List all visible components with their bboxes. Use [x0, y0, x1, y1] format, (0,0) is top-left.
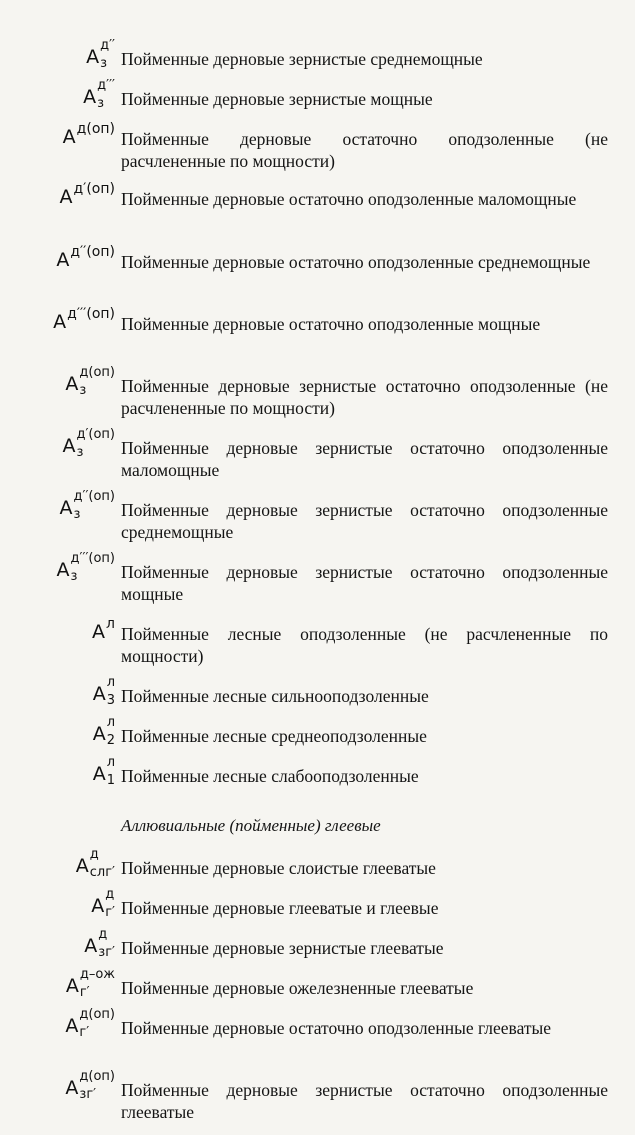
soil-description: Пойменные дерновые зернистые остаточно оподзоленные среднемощные [121, 500, 608, 542]
soil-description: Пойменные дерновые остаточно оподзоленные маломощные [121, 189, 577, 209]
soil-description: Пойменные лесные оподзоленные (не расчлененные по мощности) [121, 624, 608, 666]
soil-description: Пойменные дерновые зернистые среднемощные [121, 49, 483, 69]
soil-symbol: $А^{д''(оп)}$ [56, 244, 115, 271]
soil-symbol: А д′′ з [86, 38, 115, 71]
soil-symbol: $А^{д(оп)}$ [62, 121, 115, 148]
soil-symbol: А д слг′ [75, 847, 115, 880]
soil-description: Пойменные лесные среднеоподзоленные [121, 726, 427, 746]
soil-symbol: А л 1 [92, 755, 115, 788]
soil-description: Пойменные дерновые глееватые и глеевые [121, 898, 439, 918]
soil-description: Пойменные дерновые зернистые остаточно оподзоленные (не расчлененные по мощности) [121, 376, 608, 418]
soil-symbol: А л 2 [92, 715, 115, 748]
soil-description: Пойменные дерновые зернистые остаточно оподзоленные глееватые [121, 1080, 608, 1122]
soil-description: Пойменные дерновые ожелезненные глееватые [121, 978, 474, 998]
soil-symbol: А д г′ [91, 887, 115, 920]
soil-symbol: А д′′′(оп) з [56, 551, 115, 584]
soil-symbol: А д′′(оп) з [59, 489, 115, 522]
soil-symbol: $А^{д'(оп)}$ [59, 181, 115, 208]
soil-description: Пойменные лесные слабооподзоленные [121, 766, 419, 786]
soil-symbol: А л 3 [92, 675, 115, 708]
soil-description: Пойменные лесные сильнооподзоленные [121, 686, 429, 706]
soil-description: Пойменные дерновые зернистые глееватые [121, 938, 444, 958]
soil-symbol: $А^л$ [92, 616, 115, 643]
soil-description: Пойменные дерновые зернистые остаточно оподзоленные маломощные [121, 438, 608, 480]
soil-description: Пойменные дерновые остаточно оподзоленные мощные [121, 314, 541, 334]
soil-description: Пойменные дерновые остаточно оподзоленные среднемощные [121, 252, 591, 272]
soil-symbol: $А^{д'''(оп)}$ [53, 306, 115, 333]
soil-symbol: А д(оп) зг′ [65, 1069, 115, 1102]
soil-symbol: А д(оп) з [65, 365, 115, 398]
section-title: Аллювиальные (пойменные) глеевые [121, 816, 381, 835]
soil-description: Пойменные дерновые зернистые остаточно оподзоленные мощные [121, 562, 608, 604]
soil-symbol: А д(оп) г′ [65, 1007, 115, 1040]
soil-symbol: А д′′′ з [83, 78, 115, 111]
soil-description: Пойменные дерновые зернистые мощные [121, 89, 433, 109]
soil-description: Пойменные дерновые слоистые глееватые [121, 858, 436, 878]
soil-description: Пойменные дерновые остаточно оподзоленные (не расчлененные по мощности) [121, 129, 608, 171]
soil-description: Пойменные дерновые остаточно оподзоленные глееватые [121, 1018, 552, 1038]
soil-symbol: А д зг′ [84, 927, 115, 960]
soil-symbol: А д′(оп) з [62, 427, 115, 460]
soil-symbol: А д–ож г′ [65, 967, 115, 1000]
